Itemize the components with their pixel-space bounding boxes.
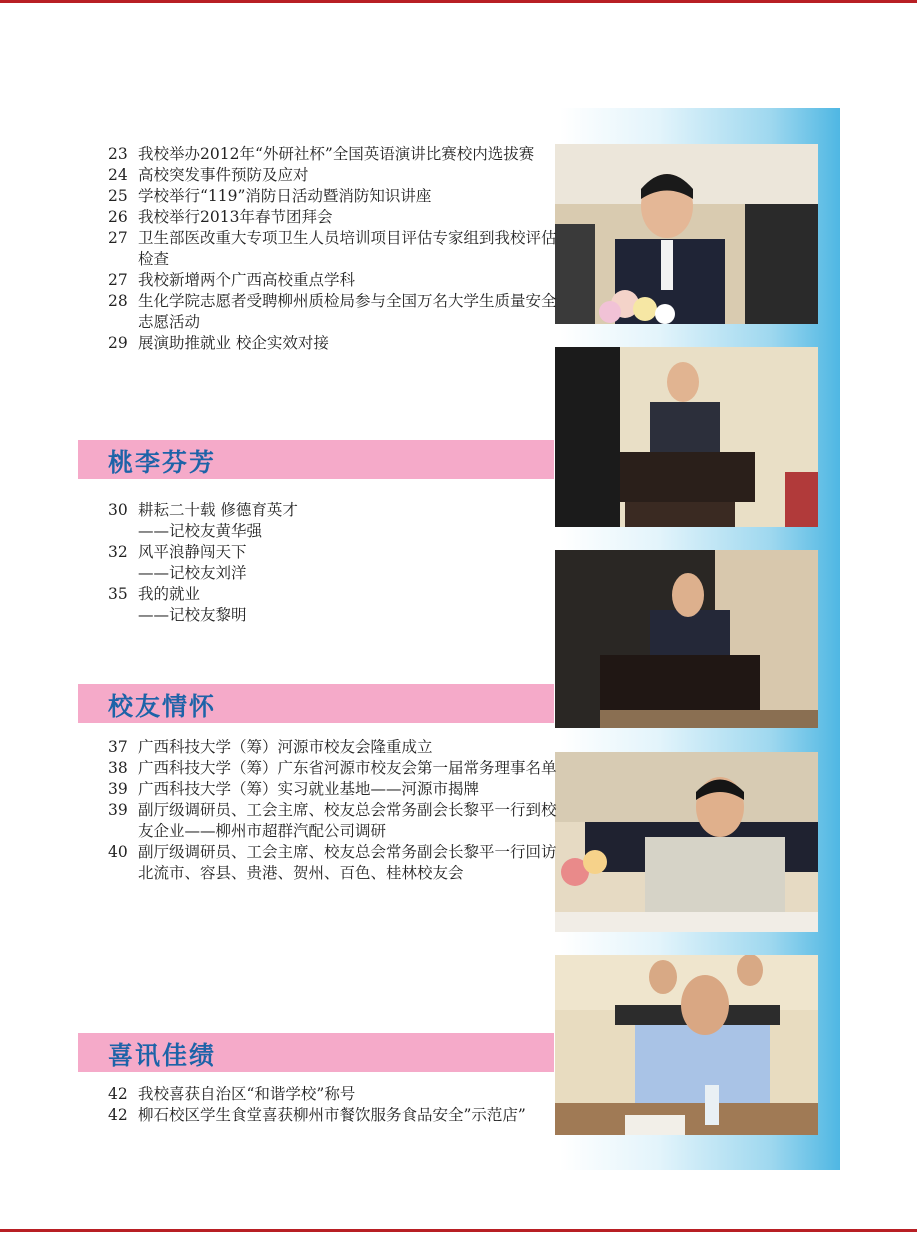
toc-item[interactable]: 24 高校突发事件预防及应对 [108,166,309,184]
top-rule [0,0,917,3]
section-header-taoli [78,440,554,479]
toc-item[interactable]: 42 我校喜获自治区“和谐学校”称号 [108,1085,356,1103]
toc-item[interactable]: 39 副厅级调研员、工会主席、校友总会常务副会长黎平一行到校友企业——柳州市超群汽配公司调研 [108,801,557,840]
section-title: 校友情怀 [108,692,217,721]
toc-group-alumni-events [108,737,558,884]
toc-item[interactable]: 35 我的就业 ——记校友黎明 [108,585,247,624]
section-header-xixun [78,1033,554,1072]
toc-group-alumni-stories [108,500,558,626]
toc-item[interactable]: 26 我校举行2013年春节团拜会 [108,208,333,226]
photo-podium-speaker-1 [555,347,818,527]
toc-group-news [108,144,558,354]
toc-item[interactable]: 37 广西科技大学（筹）河源市校友会隆重成立 [108,738,433,756]
photo-meeting-speaker [555,752,818,932]
toc-item[interactable]: 27 卫生部医改重大专项卫生人员培训项目评估专家组到我校评估检查 [108,229,557,268]
toc-item[interactable]: 40 副厅级调研员、工会主席、校友总会常务副会长黎平一行回访北流市、容县、贵港、贺州、百色、桂林校友会 [108,843,557,882]
toc-item[interactable]: 38 广西科技大学（筹）广东省河源市校友会第一届常务理事名单 [108,759,557,777]
toc-item[interactable]: 27 我校新增两个广西高校重点学科 [108,271,356,289]
section-title: 桃李芬芳 [108,448,217,477]
photo-meeting-table [555,955,818,1135]
section-title: 喜讯佳绩 [108,1041,217,1070]
toc-item[interactable]: 42 柳石校区学生食堂喜获柳州市餐饮服务食品安全”示范店” [108,1106,526,1124]
toc-item[interactable]: 39 广西科技大学（筹）实习就业基地——河源市揭牌 [108,780,480,798]
toc-item[interactable]: 28 生化学院志愿者受聘柳州质检局参与全国万名大学生质量安全志愿活动 [108,292,557,331]
toc-item[interactable]: 32 风平浪静闯天下 ——记校友刘洋 [108,543,247,582]
toc-item[interactable]: 29 展演助推就业 校企实效对接 [108,334,329,352]
toc-item[interactable]: 30 耕耘二十载 修德育英才 ——记校友黄华强 [108,501,298,540]
photo-speaker-seated [555,144,818,324]
toc-item[interactable]: 25 学校举行“119”消防日活动暨消防知识讲座 [108,187,432,205]
bottom-rule [0,1229,917,1232]
section-header-xiaoyou [78,684,554,723]
toc-group-achievements [108,1084,558,1126]
photo-podium-speaker-2 [555,550,818,728]
toc-item[interactable]: 23 我校举办2012年“外研社杯”全国英语演讲比赛校内选拔赛 [108,145,535,163]
